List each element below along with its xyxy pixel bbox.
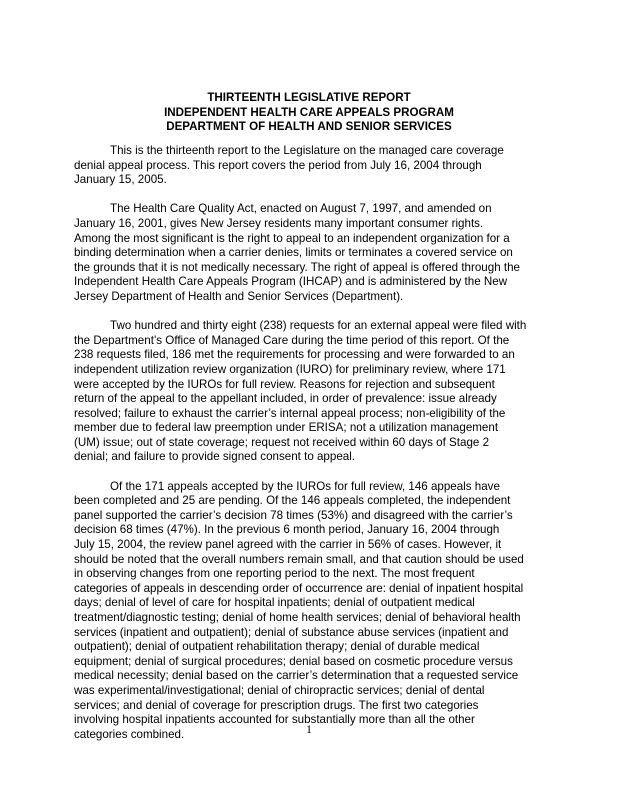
text-line: Independent Health Care Appeals Program (IHCAP) and is administered by the New xyxy=(74,275,508,289)
text-line: the Department’s Office of Managed Care during the time period of this report. Of the xyxy=(74,333,510,347)
text-line: categories of appeals in descending order of occurrence are: denial of inpatient hospital xyxy=(74,581,524,595)
text-line: should be noted that the overall numbers remain small, and that caution should be used xyxy=(74,552,524,566)
text-line: The Health Care Quality Act, enacted on August 7, 1997, and amended on xyxy=(110,202,492,216)
text-line: were accepted by the IUROs for full review. Reasons for rejection and subsequent xyxy=(74,377,495,391)
text-line: January 15, 2005. xyxy=(74,173,167,187)
text-line: services; and denial of coverage for prescription drugs. The first two categories xyxy=(74,698,479,712)
text-line: equipment; denial of surgical procedures; denial based on cosmetic procedure versus xyxy=(74,654,513,668)
text-line: member due to federal law preemption under ERISA; not a utilization management xyxy=(74,421,499,435)
text-line: was experimental/investigational; denial of chiropractic services; denial of dental xyxy=(74,683,485,697)
text-line: denial; and failure to provide signed consent to appeal. xyxy=(74,450,356,464)
report-title-line-3: DEPARTMENT OF HEALTH AND SENIOR SERVICES xyxy=(166,120,452,134)
report-body xyxy=(74,144,560,757)
text-line: binding determination when a carrier denies, limits or terminates a covered service on xyxy=(74,246,513,260)
text-line: in observing changes from one reporting period to the next. The most frequent xyxy=(74,567,475,581)
text-line: January 16, 2001, gives New Jersey residents many important consumer rights. xyxy=(74,216,484,230)
text-line: July 15, 2004, the review panel agreed with the carrier in 56% of cases. However, it xyxy=(74,538,502,552)
page-number: 1 xyxy=(306,722,312,736)
text-line: decision 68 times (47%). In the previous 6 month period, January 16, 2004 through xyxy=(74,523,500,537)
text-line: categories combined. xyxy=(74,727,185,741)
text-line: panel supported the carrier’s decision 78 times (53%) and disagreed with the carrier’s xyxy=(74,508,513,522)
paragraph-appeal-outcomes xyxy=(74,480,560,743)
text-line: treatment/diagnostic testing; denial of home health services; denial of behavioral health xyxy=(74,611,521,624)
text-line: This is the thirteenth report to the Legislature on the managed care coverage xyxy=(110,144,504,157)
text-line: resolved; failure to exhaust the carrier’s internal appeal process; non-eligibility of the xyxy=(74,406,506,420)
text-line: outpatient); denial of outpatient rehabilitation therapy; denial of durable medical xyxy=(74,640,480,654)
text-line: Of the 171 appeals accepted by the IUROs for full review, 146 appeals have xyxy=(110,479,500,493)
text-line: been completed and 25 are pending. Of the 146 appeals completed, the independent xyxy=(74,494,511,508)
text-line: Among the most significant is the right to appeal to an independent organization for a xyxy=(74,231,510,245)
text-line: days; denial of level of care for hospital inpatients; denial of outpatient medical xyxy=(74,596,475,610)
text-line: return of the appeal to the appellant included, in order of prevalence: issue already xyxy=(74,392,497,406)
report-title-line-2: INDEPENDENT HEALTH CARE APPEALS PROGRAM xyxy=(164,105,454,119)
text-line: medical necessity; denial based on the carrier’s determination that a requested service xyxy=(74,669,519,683)
text-line: 238 requests filed, 186 met the requirements for processing and were forwarded to an xyxy=(74,348,515,362)
text-line: Two hundred and thirty eight (238) requests for an external appeal were filed with xyxy=(110,319,527,333)
text-line: (UM) issue; out of state coverage; request not received within 60 days of Stage 2 xyxy=(74,435,490,449)
report-title-line-1: THIRTEENTH LEGISLATIVE REPORT xyxy=(207,91,411,104)
paragraph-health-care-quality-act xyxy=(74,202,560,304)
paragraph-appeal-requests xyxy=(74,319,560,465)
report-header xyxy=(0,91,618,135)
paragraph-intro xyxy=(74,144,560,188)
text-line: services (inpatient and outpatient); denial of substance abuse services (inpatient and xyxy=(74,625,509,639)
text-line: independent utilization review organization (IURO) for preliminary review, where 171 xyxy=(74,362,506,376)
text-line: involving hospital inpatients accounted for substantially more than all the other xyxy=(74,713,475,727)
text-line: the grounds that it is not medically necessary. The right of appeal is offered through the xyxy=(74,260,520,274)
text-line: Jersey Department of Health and Senior Services (Department). xyxy=(74,289,404,303)
text-line: denial appeal process. This report covers the period from July 16, 2004 through xyxy=(74,158,482,172)
